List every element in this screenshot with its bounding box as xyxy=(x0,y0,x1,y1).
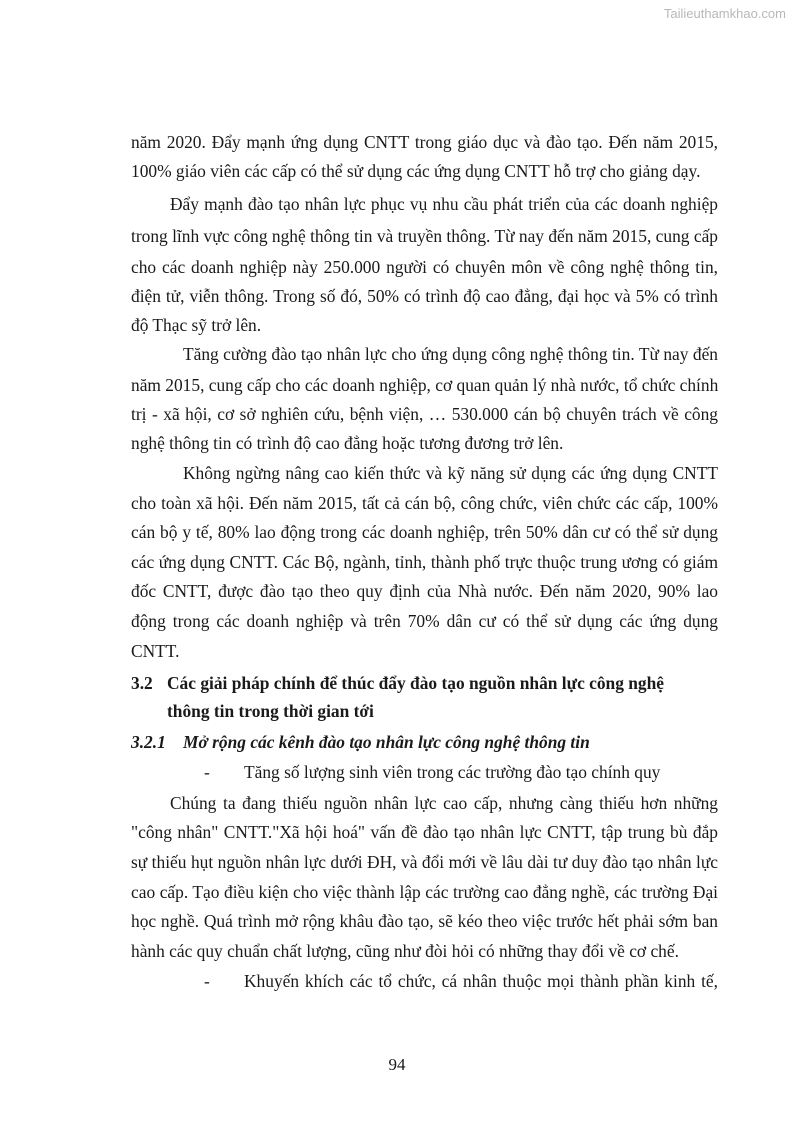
text-line: trị - xã hội, cơ sở nghiên cứu, bệnh viện, … 530.000 cán bộ chuyên trách về công xyxy=(131,404,718,424)
text-line: hành các quy chuẩn chất lượng, cũng như đòi hỏi có những thay đổi về cơ chế. xyxy=(131,941,679,961)
section-number: 3.2 xyxy=(131,673,153,693)
text-line: sự thiếu hụt nguồn nhân lực dưới ĐH, và đổi mới về lâu dài tư duy đào tạo nhân lực xyxy=(131,852,718,872)
text-line: nghệ thông tin có trình độ cao đẳng hoặc tương đương trở lên. xyxy=(131,433,564,453)
text-line: độ Thạc sỹ trở lên. xyxy=(131,315,262,335)
text-line: trong lĩnh vực công nghệ thông tin và truyền thông. Từ nay đến năm 2015, cung cấp xyxy=(131,226,718,246)
text-line: cho toàn xã hội. Đến năm 2015, tất cả cán bộ, công chức, viên chức các cấp, 100% xyxy=(131,493,718,513)
text-line: Tăng cường đào tạo nhân lực cho ứng dụng công nghệ thông tin. Từ nay đến xyxy=(183,344,718,364)
subsection-heading: Mở rộng các kênh đào tạo nhân lực công nghệ thông tin xyxy=(183,732,590,752)
subsection-number: 3.2.1 xyxy=(131,732,166,752)
text-line: cao cấp. Tạo điều kiện cho việc thành lập các trường cao đẳng nghề, các trường Đại xyxy=(131,882,718,902)
page-number: 94 xyxy=(388,1055,406,1074)
text-line: cho các doanh nghiệp này 250.000 người có chuyên môn về công nghệ thông tin, xyxy=(131,257,718,277)
bullet-dash: - xyxy=(204,971,210,991)
text-line: các ứng dụng CNTT. Các Bộ, ngành, tỉnh, thành phố trực thuộc trung ương có giám xyxy=(131,552,718,572)
bullet-dash: - xyxy=(204,762,210,782)
text-line: năm 2015, cung cấp cho các doanh nghiệp, cơ quan quản lý nhà nước, tổ chức chính xyxy=(131,375,719,395)
section-heading-continued: thông tin trong thời gian tới xyxy=(167,701,374,721)
text-line: động trong các doanh nghiệp và trên 70% dân cư có thể sử dụng các ứng dụng xyxy=(131,611,718,631)
text-line: điện tử, viễn thông. Trong số đó, 50% có trình độ cao đẳng, đại học và 5% có trình xyxy=(131,286,718,306)
text-line: học nghề. Quá trình mở rộng khâu đào tạo, sẽ kéo theo việc trước hết phải sớm ban xyxy=(131,911,718,931)
text-line: Đẩy mạnh đào tạo nhân lực phục vụ nhu cầu phát triển của các doanh nghiệp xyxy=(170,194,718,214)
text-line: CNTT. xyxy=(131,641,180,661)
bullet-text: Tăng số lượng sinh viên trong các trường đào tạo chính quy xyxy=(244,762,661,782)
text-line: Không ngừng nâng cao kiến thức và kỹ năng sử dụng các ứng dụng CNTT xyxy=(183,463,718,483)
watermark: Tailieuthamkhao.com xyxy=(663,6,786,21)
text-line: Chúng ta đang thiếu nguồn nhân lực cao cấp, nhưng càng thiếu hơn những xyxy=(170,793,718,813)
text-line: "công nhân" CNTT."Xã hội hoá" vấn đề đào tạo nhân lực CNTT, tập trung bù đắp xyxy=(131,822,718,842)
text-line: cán bộ y tế, 80% lao động trong các doanh nghiệp, trên 50% dân cư có thể sử dụng xyxy=(131,522,718,542)
bullet-text: Khuyến khích các tổ chức, cá nhân thuộc mọi thành phần kinh tế, xyxy=(244,971,718,991)
text-line: 100% giáo viên các cấp có thể sử dụng các ứng dụng CNTT hỗ trợ cho giảng dạy. xyxy=(131,161,701,181)
text-line: năm 2020. Đẩy mạnh ứng dụng CNTT trong giáo dục và đào tạo. Đến năm 2015, xyxy=(131,132,718,152)
text-line: đốc CNTT, được đào tạo theo quy định của Nhà nước. Đến năm 2020, 90% lao xyxy=(131,581,718,601)
section-heading: Các giải pháp chính để thúc đẩy đào tạo nguồn nhân lực công nghệ xyxy=(167,673,665,693)
